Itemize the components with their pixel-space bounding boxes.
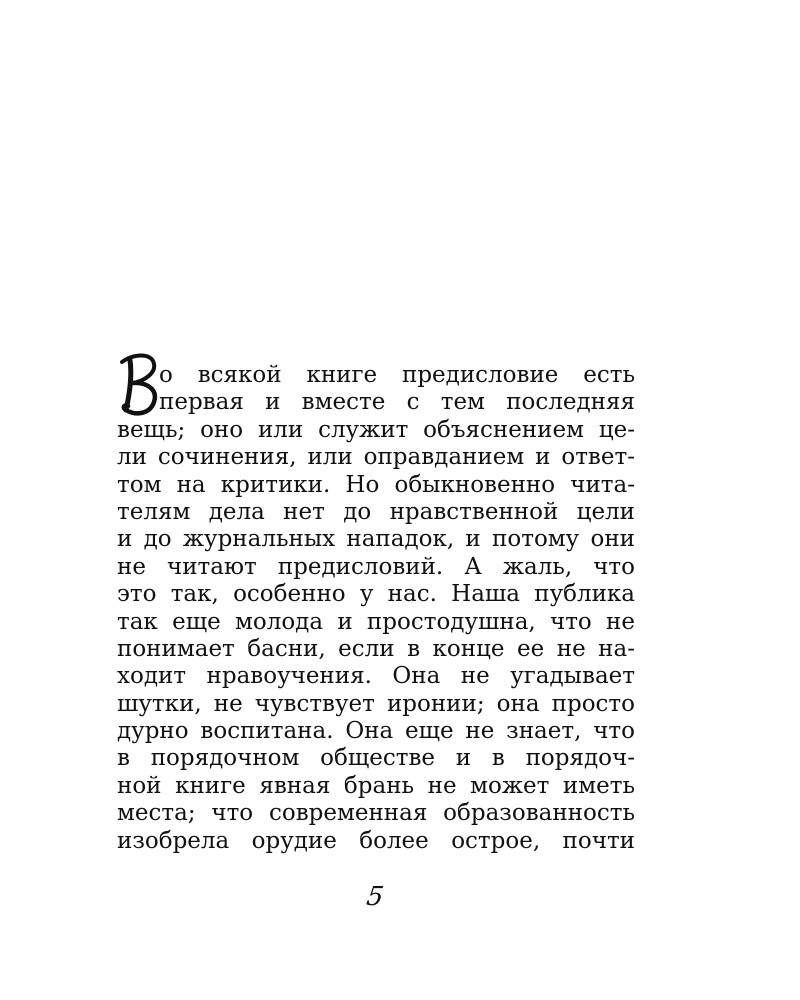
text-line: это так, особенно у нас. Наша публика xyxy=(117,581,635,608)
body-text xyxy=(117,362,635,855)
text-line: о всякой книге предисловие есть xyxy=(159,362,635,388)
text-line: первая и вместе с тем последняя xyxy=(159,389,635,416)
text-line: дурно воспитана. Она еще не знает, что xyxy=(117,718,635,745)
text-line: ли сочинения, или оправданием и ответ- xyxy=(117,444,635,471)
text-line: и до журнальных нападок, и потому они xyxy=(117,526,635,553)
text-line: в порядочном обществе и в порядоч- xyxy=(117,745,635,772)
text-line: понимает басни, если в конце ее не на- xyxy=(117,635,635,662)
text-line: ходит нравоучения. Она не угадывает xyxy=(117,663,635,690)
text-line: так еще молода и простодушна, что не xyxy=(117,608,635,635)
text-line: не читают предисловий. А жаль, что xyxy=(117,553,635,580)
text-line: вещь; оно или служит объяснением це- xyxy=(117,416,635,443)
text-line: шутки, не чувствует иронии; она просто xyxy=(117,690,635,717)
page-number: 5 xyxy=(364,882,386,912)
text-line: изобрела орудие более острое, почти xyxy=(117,827,635,854)
text-line: места; что современная образованность xyxy=(117,800,635,827)
text-line: ной книге явная брань не может иметь xyxy=(117,772,635,799)
text-line: том на критики. Но обыкновенно чита- xyxy=(117,471,635,498)
text-line: телям дела нет до нравственной цели xyxy=(117,498,635,525)
